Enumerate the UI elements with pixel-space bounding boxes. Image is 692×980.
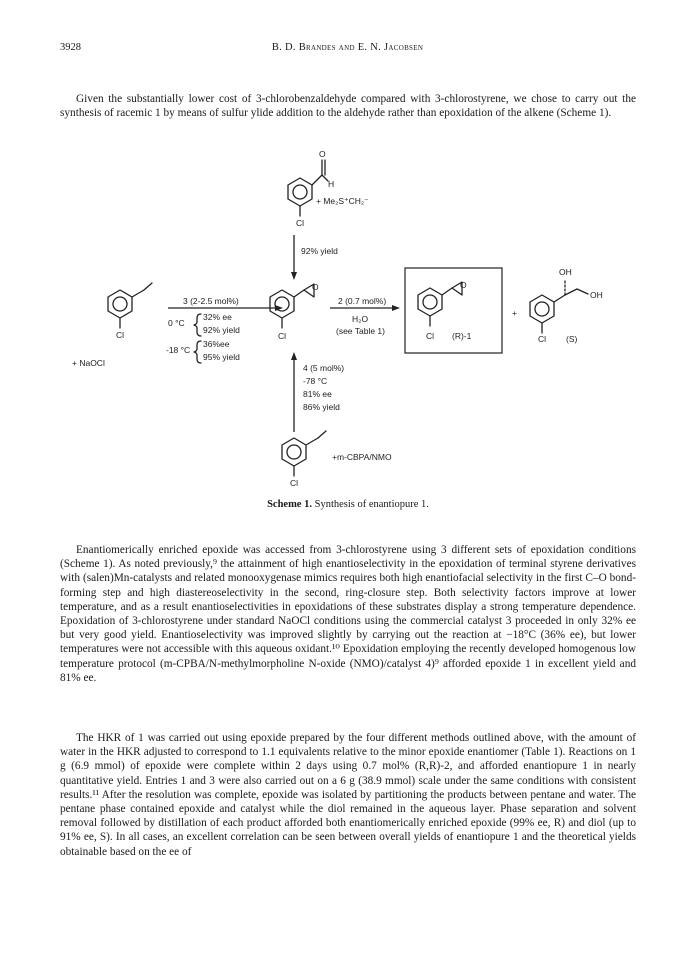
bottom-chlorostyrene-structure [282, 431, 326, 476]
running-title: B. D. Brandes and E. N. Jacobsen [271, 42, 424, 53]
product-r-label: (R)-1 [452, 331, 472, 341]
caption-label: Scheme 1. [267, 499, 312, 510]
reaction-scheme [60, 140, 636, 515]
diol-s-label: (S) [566, 334, 578, 344]
page-number: 3928 [60, 42, 81, 53]
svg-text:O: O [460, 280, 467, 290]
temp-78-label: -78 °C [303, 376, 328, 386]
catalyst-3-label: 3 (2-2.5 mol%) [183, 296, 239, 306]
plus-label: + [512, 308, 517, 318]
aldehyde-h-label: H [328, 179, 335, 189]
catalyst-2-label: 2 (0.7 mol%) [338, 296, 387, 306]
mcpba-label: +m-CBPA/NMO [332, 452, 392, 462]
bottom-styrene-cl-label: Cl [290, 478, 299, 488]
water-label: H₂O [352, 314, 369, 324]
catalyst-4-label: 4 (5 mol%) [303, 363, 345, 373]
ylide-yield-label: 92% yield [301, 246, 338, 256]
caption-text: Synthesis of enantiopure 1. [314, 499, 429, 510]
see-table-label: (see Table 1) [336, 326, 385, 336]
epoxide-cl-label: Cl [278, 331, 287, 341]
ee-32-label: 32% ee [203, 312, 232, 322]
styrene-cl-label: Cl [116, 330, 125, 340]
diol-cl-label: Cl [538, 334, 547, 344]
aldehyde-cl-label: Cl [296, 218, 305, 228]
scheme-caption [60, 499, 636, 510]
epoxidation-paragraph: Enantiomerically enriched epoxide was accessed from 3-chlorostyrene using 3 different sets of epoxidation conditions (Scheme 1). As noted previously,⁹ the attainment of high enantioselectivity in the epoxidation of terminal styrene derivatives with (salen)Mn-catalysts and related monooxygenase mimics requires both high enantiofacial selectivity in the first C–O bond-forming step and high diastereoselectivity in the second, ring-closure step. Both selectivity factors improve at lower temperature, and as a result enantioselectivities in epoxidations of these substrates display a strong temperature dependence. Epoxidation of 3-chlorostyrene under standard NaOCl conditions using the commercial catalyst 3 proceeded in only 32% ee but very good yield. Enantioselectivity was improved slightly by carrying out the reaction at −18°C (36% ee), but lower temperatures were not accessible with this aqueous oxidant.¹⁰ Epoxidation employing the recently developed homogenous low temperature protocol (m-CPBA/N-methylmorpholine N-oxide (NMO)/catalyst 4)⁹ afforded epoxide 1 in excellent yield and 81% ee. [60, 544, 636, 684]
yield-86-label: 86% yield [303, 402, 340, 412]
diol-oh1-label: OH [559, 267, 572, 277]
svg-text:O: O [319, 149, 326, 159]
yield-92-label: 92% yield [203, 325, 240, 335]
product-cl-label: Cl [426, 331, 435, 341]
diol-oh2-label: OH [590, 290, 603, 300]
racemic-epoxide-structure [270, 282, 319, 328]
temp-0-label: 0 °C [168, 318, 185, 328]
temp-18-label: -18 °C [166, 345, 191, 355]
r-epoxide-structure [418, 280, 467, 326]
svg-text:O: O [312, 282, 319, 292]
running-header [60, 42, 635, 56]
ee-81-label: 81% ee [303, 389, 332, 399]
naocl-label: + NaOCl [72, 358, 105, 368]
hkr-paragraph: The HKR of 1 was carried out using epoxide prepared by the four different methods outlined above, with the amount of water in the HKR adjusted to correspond to 1.1 equivalents relative to the minor epoxide enantiomer (Table 1). Reactions on 1 g (6.9 mmol) of epoxide were complete within 2 days using 0.7 mol% (R,R)-2, and afforded enantiopure 1 in nearly quantitative yield. Entries 1 and 3 were also carried out on a 6 g (38.9 mmol) scale under the same conditions with consistent results.¹¹ After the resolution was complete, epoxide was isolated by partitioning the products between pentane and water. The pentane phase contained epoxide and catalyst while the diol remained in the aqueous layer. Phase separation and solvent removal followed by distillation of each product afforded both enantiomerically enriched epoxide (99% ee, R) and diol (up to 91% ee, S). In all cases, an excellent correlation can be seen between overall yields of enantiopure 1 and the theoretical yields obtainable based on the ee of [60, 732, 636, 858]
ee-36-label: 36%ee [203, 339, 230, 349]
yield-95-label: 95% yield [203, 352, 240, 362]
chlorostyrene-structure [108, 283, 152, 328]
s-diol-structure [530, 280, 588, 333]
ylide-label: + Me₂S⁺CH₂⁻ [316, 196, 369, 206]
intro-paragraph: Given the substantially lower cost of 3-chlorobenzaldehyde compared with 3-chlorostyrene, we chose to carry out the synthesis of racemic 1 by means of sulfur ylide addition to the aldehyde rather than epoxidation of the alkene (Scheme 1). [60, 93, 636, 120]
